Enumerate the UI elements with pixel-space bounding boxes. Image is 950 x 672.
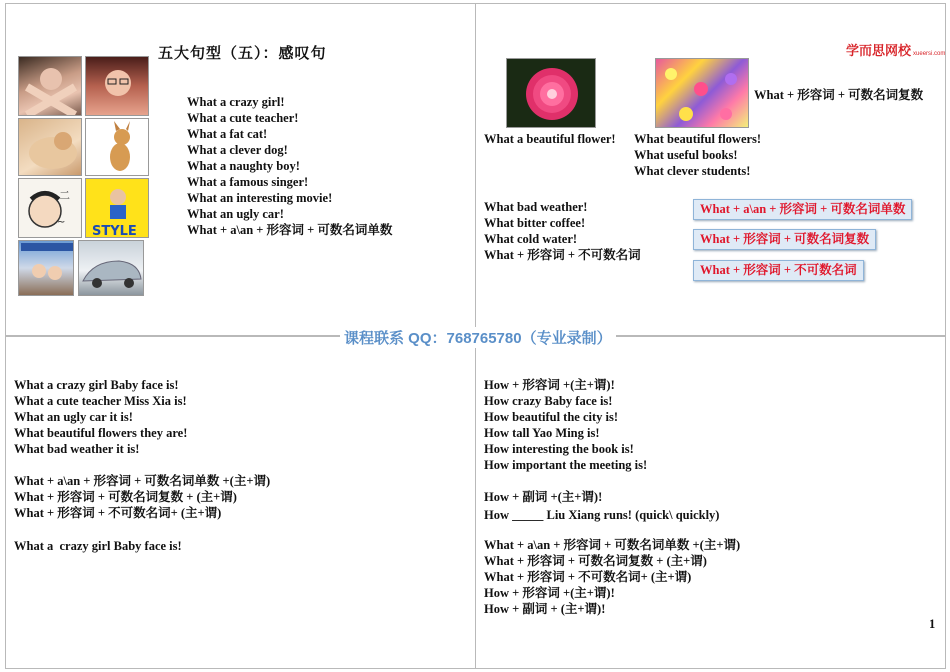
slide3-pattern-list: [14, 473, 270, 521]
slide1-sentence-list: [187, 94, 392, 238]
girl-glasses-photo: [85, 56, 149, 116]
pattern-tag-plural: What + 形容词 + 可数名词复数: [693, 229, 876, 250]
how-adverb-list: [484, 489, 719, 523]
slide2-pattern-plural: What + 形容词 + 可数名词复数: [754, 88, 924, 102]
summary-pattern-list: [484, 537, 740, 617]
list-item: What a cute teacher!: [187, 111, 299, 125]
page-number: 1: [929, 617, 936, 631]
famous-singer-photo: [85, 178, 149, 238]
pattern-line: How + 副词 + (主+谓)!: [484, 602, 606, 616]
pattern-line: What + a\an + 形容词 + 可数名词单数 +(主+谓): [484, 538, 741, 552]
pattern-tag-singular: What + a\an + 形容词 + 可数名词单数: [693, 199, 912, 220]
list-item: What bad weather it is!: [14, 442, 140, 456]
car-photo: [78, 240, 144, 296]
list-item: How tall Yao Ming is!: [484, 426, 600, 440]
plural-sentence-list: [634, 131, 761, 179]
movie-poster-photo: [18, 240, 74, 296]
cartoon-boy-photo: [18, 178, 82, 238]
list-item: What clever students!: [634, 164, 751, 178]
pattern-line: What + a\an + 形容词 + 可数名词单数 +(主+谓): [14, 474, 271, 488]
list-item: What bitter coffee!: [484, 216, 586, 230]
pink-flower-photo: [506, 58, 596, 128]
slide1-title: 五大句型（五）：感叹句: [158, 46, 327, 62]
brand-logo: [846, 40, 945, 59]
list-item: What an ugly car it is!: [14, 410, 133, 424]
list-item: What an interesting movie!: [187, 191, 333, 205]
list-item: What beautiful flowers they are!: [14, 426, 188, 440]
pattern-line: How + 形容词 +(主+谓)!: [484, 378, 615, 392]
flower-single-sentence: What a beautiful flower!: [484, 132, 616, 146]
course-contact-footer: 课程联系 QQ：768765780（专业录制）: [340, 327, 616, 348]
brand-sub: xueersi.com: [913, 51, 946, 57]
svg-text:~: ~: [57, 217, 66, 228]
pattern-line: What + 形容词 + 不可数名词+ (主+谓): [484, 570, 692, 584]
pattern-line: How + 形容词 +(主+谓)!: [484, 586, 615, 600]
pattern-line: What + 形容词 + 不可数名词: [484, 248, 641, 262]
list-item: What a naughty boy!: [187, 159, 300, 173]
list-item: What bad weather!: [484, 200, 588, 214]
svg-text:二: 二: [59, 189, 70, 202]
pattern-tag-uncountable: What + 形容词 + 不可数名词: [693, 260, 864, 281]
list-item: What beautiful flowers!: [634, 132, 762, 146]
fat-cat-photo: [18, 118, 82, 176]
clever-dog-photo: [85, 118, 149, 176]
list-item: What a cute teacher Miss Xia is!: [14, 394, 187, 408]
list-item: What a famous singer!: [187, 175, 309, 189]
uncountable-sentence-list: [484, 199, 641, 263]
pattern-line: What + a\an + 形容词 + 可数名词单数: [187, 223, 393, 237]
slide3-example: What a crazy girl Baby face is!: [14, 539, 182, 553]
list-item: What a fat cat!: [187, 127, 268, 141]
brand-name: 学而思网校: [846, 43, 912, 58]
list-item: What useful books!: [634, 148, 738, 162]
list-item: How beautiful the city is!: [484, 410, 619, 424]
list-item: What a crazy girl Baby face is!: [14, 378, 179, 392]
svg-text:STYLE: STYLE: [92, 224, 137, 238]
girl-crossed-arms-photo: [18, 56, 82, 116]
pattern-line: What + 形容词 + 不可数名词+ (主+谓): [14, 506, 222, 520]
list-item: How _____ Liu Xiang runs! (quick\ quickly): [484, 508, 720, 522]
pattern-line: What + 形容词 + 可数名词复数 + (主+谓): [14, 490, 237, 504]
list-item: How interesting the book is!: [484, 442, 634, 456]
list-item: How important the meeting is!: [484, 458, 648, 472]
list-item: What a clever dog!: [187, 143, 288, 157]
how-adjective-list: [484, 377, 647, 473]
slide3-sentence-list: [14, 377, 187, 457]
flower-bed-photo: [655, 58, 749, 128]
pattern-line: What + 形容词 + 可数名词复数 + (主+谓): [484, 554, 707, 568]
list-item: What a crazy girl!: [187, 95, 285, 109]
list-item: What an ugly car!: [187, 207, 284, 221]
pattern-line: How + 副词 +(主+谓)!: [484, 490, 603, 504]
list-item: What cold water!: [484, 232, 578, 246]
list-item: How crazy Baby face is!: [484, 394, 613, 408]
